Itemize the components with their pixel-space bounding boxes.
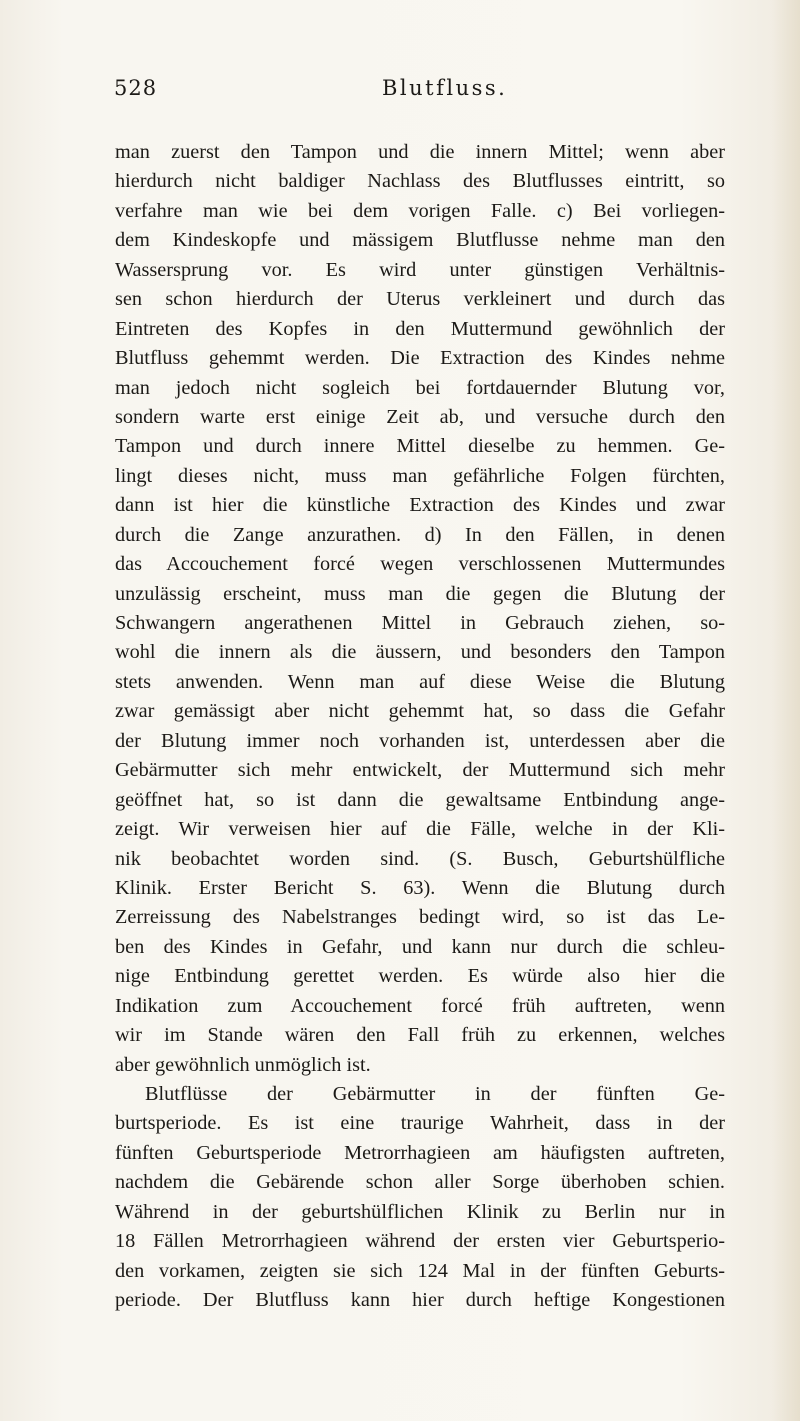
text-line: Eintreten des Kopfes in den Muttermund gewöhnlich der <box>115 317 725 340</box>
text-line: das Accouchement forcé wegen verschlossenen Muttermundes <box>115 553 725 576</box>
text-line: Zerreissung des Nabelstranges bedingt wird, so ist das Le- <box>115 906 725 929</box>
text-line: nik beobachtet worden sind. (S. Busch, Geburtshülfliche <box>115 847 725 870</box>
text-line: nige Entbindung gerettet werden. Es würde also hier die <box>115 965 725 988</box>
text-line: wohl die innern als die äussern, und besonders den Tampon <box>115 641 725 664</box>
page-number: 528 <box>114 76 158 100</box>
text-line: Schwangern angerathenen Mittel in Gebrauch ziehen, so- <box>115 612 725 634</box>
text-line: sondern warte erst einige Zeit ab, und versuche durch den <box>115 405 725 428</box>
text-line: man jedoch nicht sogleich bei fortdauernder Blutung vor, <box>115 376 725 399</box>
text-line: durch die Zange anzurathen. d) In den Fällen, in denen <box>115 523 725 546</box>
page-edge-shadow <box>772 0 800 1421</box>
text-line: stets anwenden. Wenn man auf diese Weise die Blutung <box>115 670 725 693</box>
text-line: unzulässig erscheint, muss man die gegen die Blutung der <box>115 582 725 605</box>
text-line: dann ist hier die künstliche Extraction des Kindes und zwar <box>115 494 725 517</box>
text-line: verfahre man wie bei dem vorigen Falle. c) Bei vorliegen- <box>115 199 725 222</box>
text-line: Indikation zum Accouchement forcé früh auftreten, wenn <box>115 994 725 1017</box>
text-line: zwar gemässigt aber nicht gehemmt hat, so dass die Gefahr <box>115 700 725 723</box>
text-line: man zuerst den Tampon und die innern Mittel; wenn aber <box>115 141 725 163</box>
text-line: sen schon hierdurch der Uterus verkleinert und durch das <box>115 288 725 311</box>
text-line: dem Kindeskopfe und mässigem Blutflusse nehme man den <box>115 229 725 252</box>
text-line: burtsperiode. Es ist eine traurige Wahrheit, dass in der <box>115 1112 725 1135</box>
text-line: Blutfluss gehemmt werden. Die Extraction des Kindes nehme <box>115 347 725 370</box>
body-text <box>115 138 725 1316</box>
text-line: nachdem die Gebärende schon aller Sorge überhoben schien. <box>115 1171 725 1194</box>
text-line: der Blutung immer noch vorhanden ist, unterdessen aber die <box>115 729 725 752</box>
text-line: Wassersprung vor. Es wird unter günstigen Verhältnis- <box>115 258 725 281</box>
text-line: Gebärmutter sich mehr entwickelt, der Muttermund sich mehr <box>115 759 725 782</box>
text-line: ben des Kindes in Gefahr, und kann nur durch die schleu- <box>115 935 725 958</box>
text-line: aber gewöhnlich unmöglich ist. <box>115 1053 371 1076</box>
text-line: lingt dieses nicht, muss man gefährliche Folgen fürchten, <box>115 464 725 487</box>
text-line: zeigt. Wir verweisen hier auf die Fälle, welche in der Kli- <box>115 818 725 841</box>
text-line: wir im Stande wären den Fall früh zu erkennen, welches <box>115 1024 725 1047</box>
text-line: Klinik. Erster Bericht S. 63). Wenn die Blutung durch <box>115 876 725 899</box>
text-line: Während in der geburtshülflichen Klinik zu Berlin nur in <box>115 1200 725 1223</box>
text-line: geöffnet hat, so ist dann die gewaltsame Entbindung ange- <box>115 788 725 811</box>
section-heading-line: Blutflüsse der Gebärmutter in der fünften Ge- <box>145 1083 725 1105</box>
text-line: hierdurch nicht baldiger Nachlass des Blutflusses eintritt, so <box>115 170 725 193</box>
text-line: fünften Geburtsperiode Metrorrhagieen am häufigsten auftreten, <box>115 1141 725 1164</box>
text-line: 18 Fällen Metrorrhagieen während der ersten vier Geburtsperio- <box>115 1230 725 1253</box>
text-line: Tampon und durch innere Mittel dieselbe zu hemmen. Ge- <box>115 435 725 458</box>
page-header <box>114 76 724 106</box>
text-line: periode. Der Blutfluss kann hier durch heftige Kongestionen <box>115 1289 725 1312</box>
text-line: den vorkamen, zeigten sie sich 124 Mal in der fünften Geburts- <box>115 1259 725 1282</box>
running-head: Blutfluss. <box>382 76 508 100</box>
